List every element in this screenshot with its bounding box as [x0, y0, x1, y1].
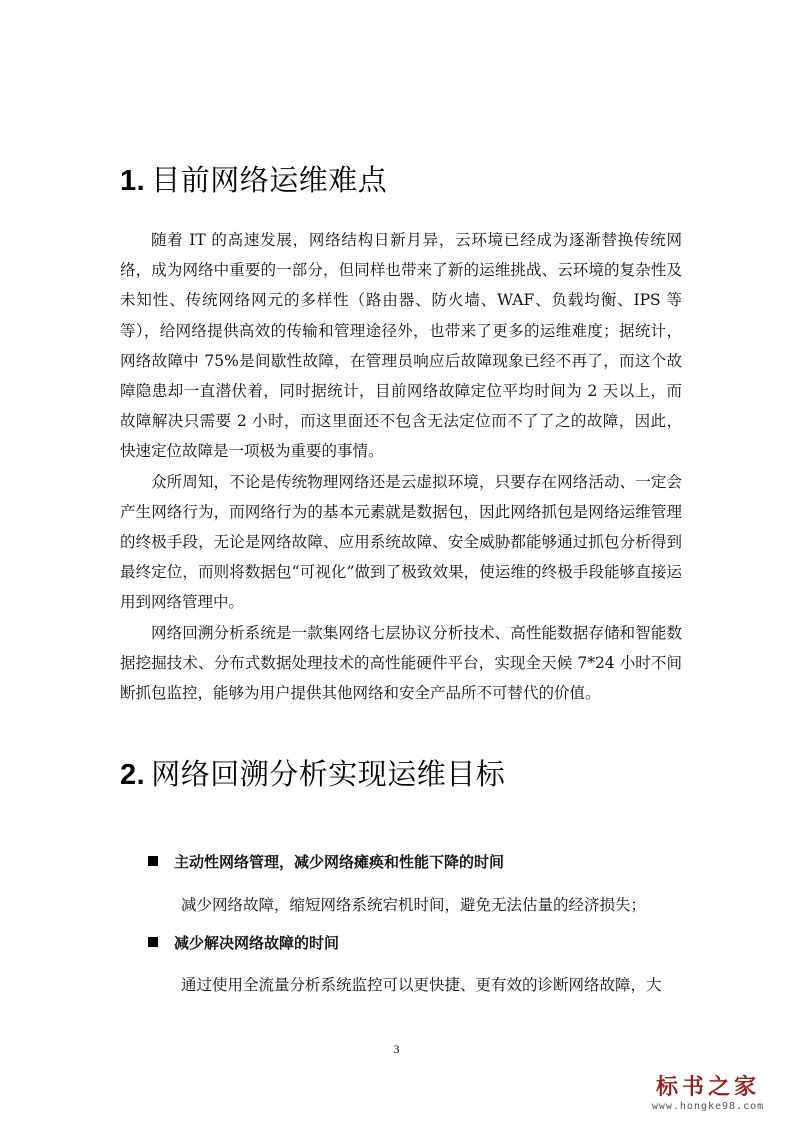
section-number: 2.	[120, 759, 146, 791]
bullet-item-text: 通过使用全流量分析系统监控可以更快捷、更有效的诊断网络故障，大	[181, 976, 662, 994]
square-bullet-icon	[148, 856, 158, 866]
square-bullet-icon	[148, 937, 158, 947]
section-number: 1.	[120, 165, 146, 197]
section-heading-2	[120, 752, 505, 793]
watermark-title: 标书之家	[655, 1075, 760, 1100]
bullet-heading-text: 减少解决网络故障的时间	[174, 934, 340, 952]
watermark-url: www.hongke98.com	[651, 1101, 765, 1112]
page-number: 3	[393, 1042, 400, 1056]
section-heading-1	[120, 158, 387, 199]
bullet-item-heading	[148, 932, 339, 953]
bullet-item-heading	[148, 851, 504, 872]
section-title: 网络回溯分析实现运维目标	[151, 757, 506, 791]
paragraph: 网络回溯分析系统是一款集网络七层协议分析技术、高性能数据存储和智能数据挖掘技术、分布式数据处理技术的高性能硬件平台，实现全天候 7*24 小时不间断抓包监控，能够为用户提供其他网络和安全产品所不可替代的价值。	[120, 623, 682, 703]
paragraph: 随着 IT 的高速发展，网络结构日新月异，云环境已经成为逐渐替换传统网络，成为网络中重要的一部分，但同样也带来了新的运维挑战、云环境的复杂性及未知性、传统网络网元的多样性（路由器、防火墙、WAF、负载均衡、IPS 等等），给网络提供高效的传输和管理途径外，也带来了更多的运维难度；据统计，网络故障中 75%是间歇性故障，在管理员响应后故障现象已经不再了，而这个故障隐患却一直潜伏着，同时据统计，目前网络故障定位平均时间为 2 天以上，而故障解决只需要 2 小时，而这里面还不包含无法定位而不了了之的故障，因此，快速定位故障是一项极为重要的事情。	[120, 231, 682, 461]
bullet-item-text: 减少网络故障，缩短网络系统宕机时间，避免无法估量的经济损失；	[181, 896, 647, 914]
section-1-body	[120, 225, 682, 708]
section-title: 目前网络运维难点	[151, 163, 388, 197]
paragraph: 众所周知，不论是传统物理网络还是云虚拟环境，只要存在网络活动、一定会产生网络行为，而网络行为的基本元素就是数据包，因此网络抓包是网络运维管理的终极手段，无论是网络故障、应用系统故障、安全威胁都能够通过抓包分析得到最终定位，而则将数据包“可视化”做到了极致效果，使运维的终极手段能够直接运用到网络管理中。	[120, 472, 682, 612]
bullet-heading-text: 主动性网络管理，减少网络瘫痪和性能下降的时间	[174, 853, 505, 871]
watermark-logo	[633, 1075, 783, 1112]
